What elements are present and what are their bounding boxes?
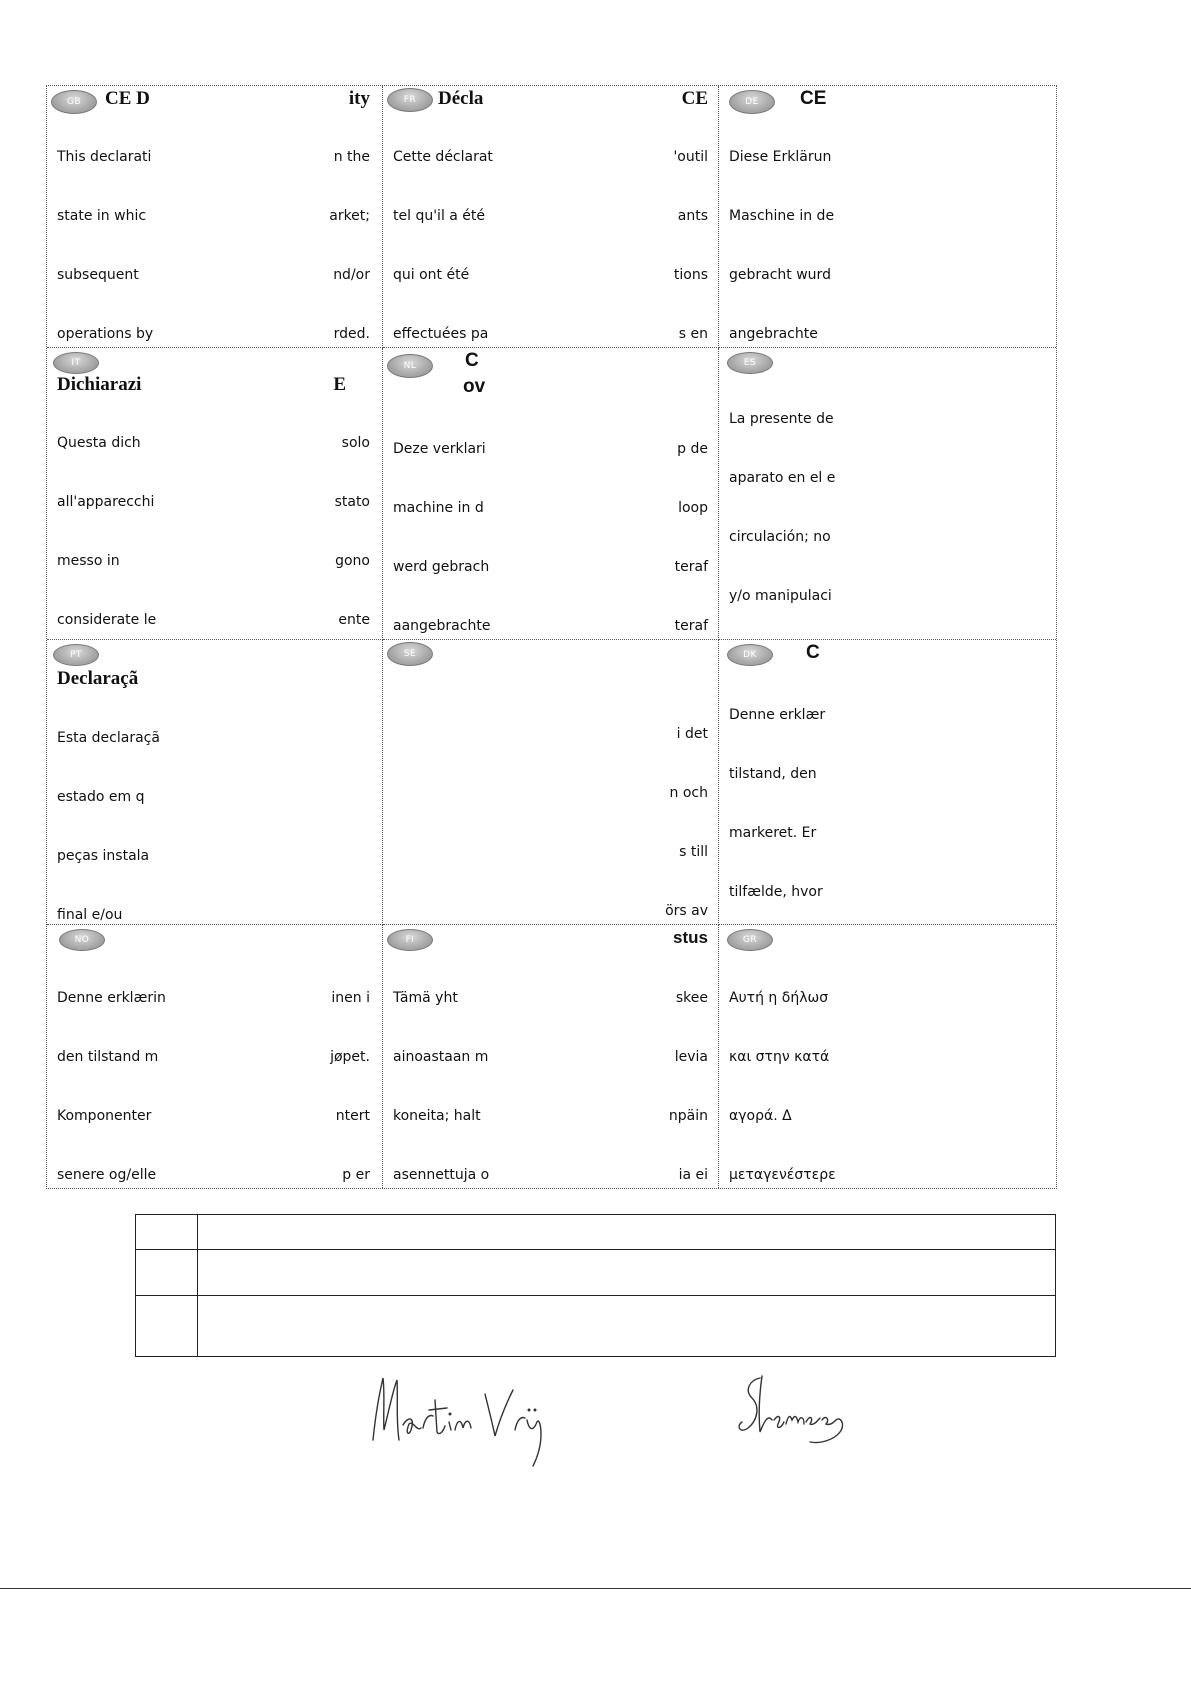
text-line: messo in (57, 552, 120, 569)
declaration-cell-it (47, 348, 383, 640)
declaration-cell-no (47, 925, 383, 1188)
text-line: 'outil (673, 149, 708, 166)
text-line: machine in d (393, 499, 484, 516)
text-line: peças instala (57, 847, 150, 864)
declaration-heading-left: C (465, 350, 479, 371)
text-line: gebracht wurd (729, 266, 831, 283)
text-line: Maschine in de (729, 207, 835, 224)
text-line: rded. (333, 325, 370, 342)
declaration-cell-de (719, 86, 1056, 348)
text-line: all'apparecchi (57, 493, 155, 510)
declaration-heading-right: stus (673, 928, 708, 947)
table-cell-value (198, 1215, 1056, 1250)
country-badge-gb: GB (51, 90, 97, 114)
country-badge-se: SE (387, 642, 433, 666)
declaration-cell-dk (719, 640, 1056, 925)
text-line: senere og/elle (57, 1166, 157, 1183)
text-line: den tilstand m (57, 1048, 159, 1065)
declaration-text-left (729, 667, 825, 925)
text-line: p de (677, 441, 708, 458)
text-line: p er (342, 1166, 370, 1183)
declaration-grid (46, 85, 1057, 1189)
text-line: Deze verklari (393, 441, 486, 458)
text-line: stato (334, 493, 370, 510)
declaration-text-left (57, 395, 156, 640)
signature-1 (365, 1370, 565, 1470)
declaration-heading-left: Dichiarazi (57, 374, 142, 395)
country-badge-fr: FR (387, 88, 433, 112)
text-line: La presente de (729, 411, 834, 428)
text-line: Tämä yht (393, 990, 458, 1007)
text-line: teraf (674, 617, 708, 634)
table-cell-key (136, 1296, 198, 1357)
text-line: Diese Erklärun (729, 149, 832, 166)
text-line: koneita; halt (393, 1107, 481, 1124)
text-line: This declarati (57, 149, 152, 166)
declaration-text-right (665, 686, 708, 925)
text-line: Denne erklærin (57, 990, 166, 1007)
text-line: Cette déclarat (393, 149, 493, 166)
text-line: npäin (668, 1107, 708, 1124)
text-line: ainoastaan m (393, 1048, 489, 1065)
text-line: tel qu'il a été (393, 207, 486, 224)
text-line: aangebrachte (393, 617, 491, 634)
declaration-heading-left: C (806, 642, 820, 663)
declaration-cell-gb (47, 86, 383, 348)
text-line: s en (678, 325, 708, 342)
text-line: markeret. Er (729, 824, 817, 841)
text-line: n the (333, 149, 370, 166)
declaration-text-left (393, 401, 490, 640)
signature-2 (730, 1370, 860, 1470)
text-line: ants (677, 207, 708, 224)
declaration-text-left (393, 109, 493, 348)
text-line: Komponenter (57, 1107, 152, 1124)
text-line: effectuées pa (393, 325, 489, 342)
text-line: asennettuja o (393, 1166, 490, 1183)
text-line: estado em q (57, 788, 145, 805)
text-line: operations by (57, 325, 154, 342)
declaration-text-right (673, 109, 708, 348)
table-row (136, 1250, 1056, 1296)
declaration-text-right (329, 109, 370, 348)
country-badge-dk: DK (727, 644, 773, 666)
text-line: tions (673, 266, 708, 283)
text-line: final e/ou (57, 906, 123, 923)
country-badge-pt: PT (53, 644, 99, 666)
text-line: state in whic (57, 207, 147, 224)
text-line: werd gebrach (393, 558, 490, 575)
declaration-text-left (729, 109, 841, 348)
footer-divider (0, 1588, 1191, 1589)
text-line: ntert (335, 1107, 370, 1124)
text-line: angebrachte (729, 325, 818, 342)
declaration-text-left (57, 950, 166, 1188)
text-line: jøpet. (330, 1048, 370, 1065)
declaration-cell-es (719, 348, 1056, 640)
text-line: και στην κατά (729, 1048, 830, 1065)
country-badge-es: ES (727, 352, 773, 374)
text-line: inen i (331, 990, 370, 1007)
declaration-text-right (329, 395, 370, 640)
text-line: nd/or (333, 266, 370, 283)
text-line: qui ont été (393, 266, 470, 283)
text-line: örs av (665, 902, 708, 919)
declaration-text-left (57, 690, 160, 925)
text-line: n och (669, 784, 708, 801)
text-line: solo (341, 435, 370, 452)
text-line: y/o manipulaci (729, 587, 832, 604)
text-line: Denne erklær (729, 707, 826, 724)
text-line: Esta declaraçã (57, 730, 160, 747)
declaration-heading-left: Décla (438, 88, 484, 109)
declaration-text-left (393, 950, 489, 1188)
text-line: subsequent (57, 266, 139, 283)
declaration-cell-fi (383, 925, 719, 1188)
declaration-cell-nl (383, 348, 719, 640)
text-line: Αυτή η δήλωσ (729, 990, 829, 1007)
text-line: tilfælde, hvor (729, 883, 823, 900)
declaration-heading-left: Declaraçã (57, 668, 139, 689)
declaration-heading-left: CE (800, 88, 827, 109)
text-line: gono (335, 552, 370, 569)
country-badge-it: IT (53, 352, 99, 374)
declaration-heading-left: CE D (105, 88, 150, 109)
declaration-heading-left-2: ov (463, 376, 486, 397)
country-badge-nl: NL (387, 354, 433, 378)
text-line: levia (674, 1048, 708, 1065)
text-line: Questa dich (57, 435, 141, 452)
text-line: circulación; no (729, 528, 831, 545)
text-line: considerate le (57, 611, 157, 628)
table-cell-value (198, 1296, 1056, 1357)
declaration-text-left (729, 950, 836, 1188)
text-line: aparato en el e (729, 469, 836, 486)
text-line: loop (678, 499, 708, 516)
text-line: tilstand, den (729, 765, 817, 782)
declaration-cell-fr (383, 86, 719, 348)
table-cell-key (136, 1250, 198, 1296)
text-line: s till (679, 843, 708, 860)
declaration-heading-right: CE (681, 88, 708, 109)
text-line: arket; (329, 207, 370, 224)
text-line: μεταγενέστερε (729, 1166, 836, 1183)
text-line: teraf (674, 558, 708, 575)
declaration-text-left (57, 109, 153, 348)
declaration-cell-gr (719, 925, 1056, 1188)
declaration-text-right (675, 401, 708, 640)
declaration-heading-right: E (333, 374, 346, 395)
declaration-cell-se (383, 640, 719, 925)
text-line: i det (676, 726, 708, 743)
declaration-heading-right: ity (348, 88, 370, 109)
table-cell-key (136, 1215, 198, 1250)
text-line: αγορά. Δ (729, 1107, 792, 1124)
declaration-text-right (325, 950, 370, 1188)
country-badge-fi: FI (387, 929, 433, 951)
declaration-text-right (669, 950, 708, 1188)
country-badge-gr: GR (727, 929, 773, 951)
declaration-text-left (729, 371, 835, 640)
declaration-cell-pt (47, 640, 383, 925)
text-line: ente (338, 611, 370, 628)
country-badge-no: NO (59, 929, 105, 951)
table-cell-value (198, 1250, 1056, 1296)
signature-table (135, 1214, 1056, 1357)
text-line: skee (675, 990, 708, 1007)
table-row (136, 1296, 1056, 1357)
table-row (136, 1215, 1056, 1250)
text-line: ia ei (678, 1166, 708, 1183)
country-badge-de: DE (729, 90, 775, 114)
